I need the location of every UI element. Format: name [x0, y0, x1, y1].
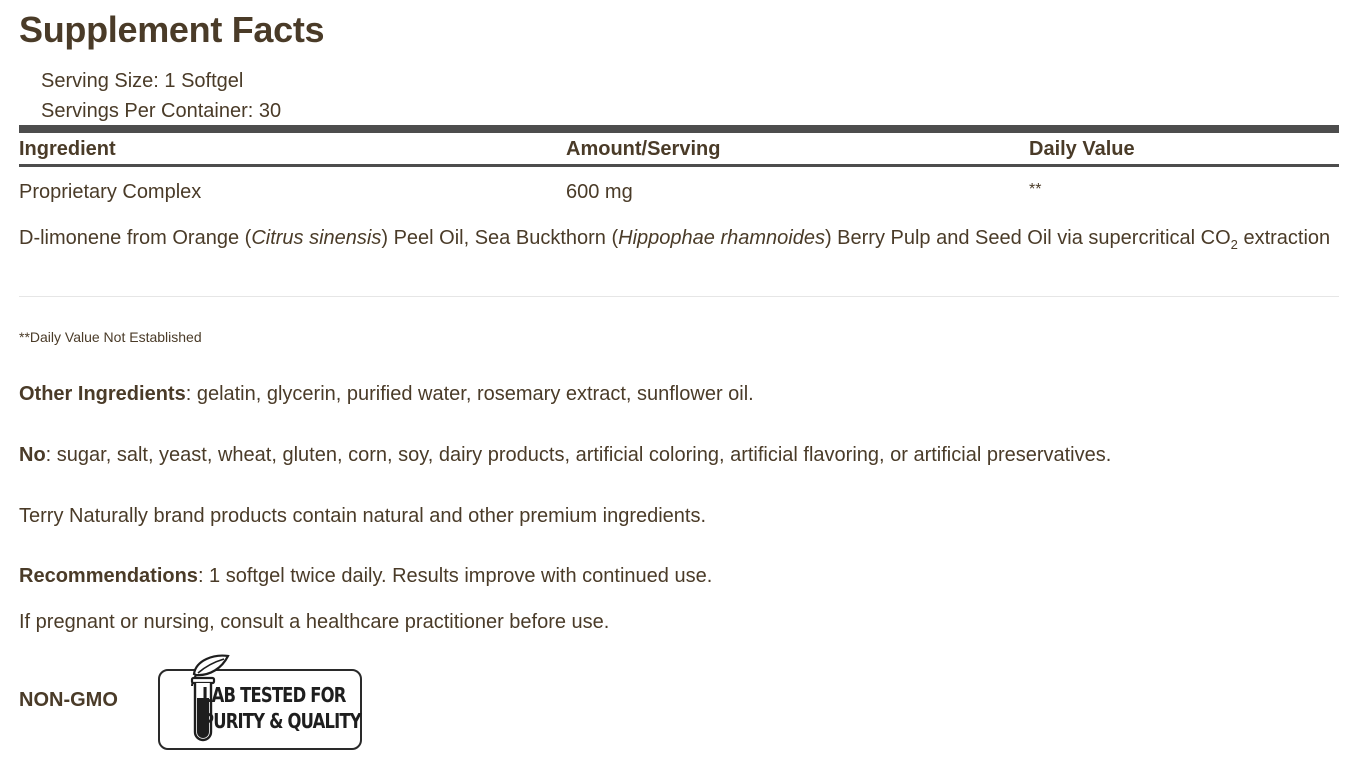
table-bottom-divider [19, 296, 1339, 297]
desc-text-2: ) Peel Oil, Sea Buckthorn ( [381, 227, 619, 249]
desc-subscript: 2 [1230, 237, 1238, 252]
non-gmo-label: NON-GMO [19, 689, 118, 711]
recommendations-label: Recommendations [19, 565, 198, 587]
recommendations [19, 564, 712, 588]
daily-value-footnote: **Daily Value Not Established [19, 329, 202, 345]
ingredient-description [19, 223, 1339, 253]
exclusions [19, 443, 1111, 467]
desc-italic-1: Citrus sinensis [251, 227, 382, 249]
servings-per-container: Servings Per Container: 30 [41, 100, 282, 122]
other-ingredients-text: : gelatin, glycerin, purified water, rosemary extract, sunflower oil. [185, 383, 754, 405]
table-header-rule [19, 164, 1339, 167]
page-title: Supplement Facts [19, 9, 325, 50]
exclusions-label: No [19, 444, 46, 466]
desc-text-3: ) Berry Pulp and Seed Oil via supercritical CO [824, 227, 1231, 249]
ingredient-daily-value: ** [1029, 181, 1042, 198]
desc-text-4: extraction [1237, 227, 1331, 249]
ingredient-name: Proprietary Complex [19, 181, 202, 203]
other-ingredients-label: Other Ingredients [19, 383, 186, 405]
badge-line-2: PURITY & QUALITY [202, 709, 361, 733]
exclusions-text: : sugar, salt, yeast, wheat, gluten, corn, soy, dairy products, artificial coloring, artificial flavoring, or artificial preservatives. [45, 444, 1112, 466]
pregnancy-warning: If pregnant or nursing, consult a healthcare practitioner before use. [19, 611, 610, 633]
header-amount-serving: Amount/Serving [566, 138, 721, 160]
brand-statement: Terry Naturally brand products contain natural and other premium ingredients. [19, 505, 707, 527]
desc-italic-2: Hippophae rhamnoides [618, 227, 825, 249]
other-ingredients [19, 382, 754, 406]
table-top-rule [19, 125, 1339, 133]
lab-tested-badge [158, 652, 362, 750]
serving-size: Serving Size: 1 Softgel [41, 70, 244, 92]
badge-line-1: LAB TESTED FOR [202, 683, 346, 707]
desc-text-1: D-limonene from Orange ( [19, 227, 252, 249]
recommendations-text: : 1 softgel twice daily. Results improve with continued use. [197, 565, 713, 587]
header-daily-value: Daily Value [1029, 138, 1135, 160]
header-ingredient: Ingredient [19, 138, 116, 160]
badge-text [202, 682, 361, 734]
ingredient-amount: 600 mg [566, 181, 633, 203]
